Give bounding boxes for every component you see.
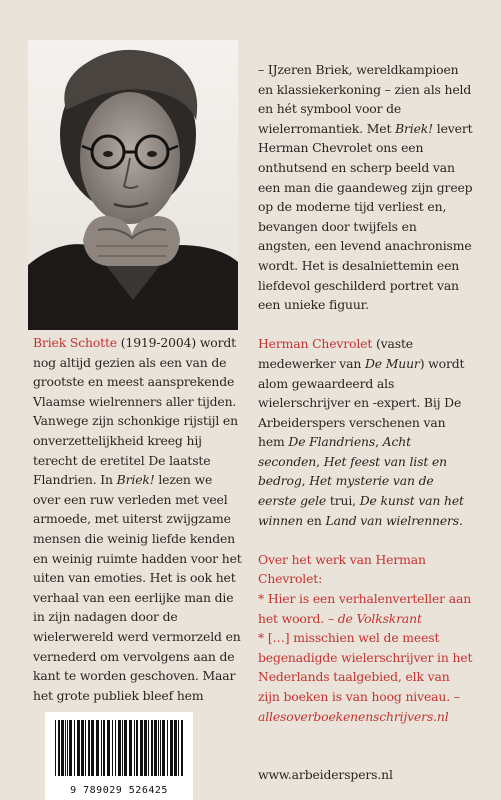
barcode-bar: [61, 720, 64, 776]
blurb-text-continued: lezen we over een ruw verleden met veel armoede, met uiterst zwijgzame mensen die weinig liefde kenden en weinig ruimte hadden voor het uiten van emoties. Het is ook het verhaal van een eerlijke man die in zijn nadagen door de wielerwereld werd vermorzeld en vernederd om vervolgens aan de kant te worden geschoven. Maar het grote publiek bleef hem: [33, 472, 242, 703]
review-1: * Hier is een verhalenverteller aan het woord. –: [258, 591, 472, 626]
blurb-text: – IJzeren Briek, wereldkampioen en klassiekerkoning – zien als held en hét symbool voor de wielerromantiek. Met: [258, 62, 472, 136]
author-photo: [28, 40, 238, 330]
book-title-4: Het mysterie van de eerste gele: [258, 473, 434, 509]
barcode-bar: [67, 720, 68, 776]
barcode-bar: [154, 720, 157, 776]
barcode-bar: [129, 720, 132, 776]
barcode-bar: [115, 720, 116, 776]
author-name: Herman Chevrolet: [258, 336, 373, 352]
barcode-bar: [101, 720, 102, 776]
right-column-text: [258, 60, 473, 785]
barcode-bar: [167, 720, 168, 776]
book-title: Briek!: [116, 472, 155, 488]
sentence-end: .: [459, 512, 463, 528]
book-title-4-end: trui: [326, 493, 353, 509]
reviews-heading: Over het werk van Herman Chevrolet:: [258, 551, 426, 587]
barcode-bar: [160, 720, 161, 776]
blurb-continuation: [258, 60, 473, 315]
barcode-bar: [162, 720, 165, 776]
blurb-text: (1919-2004) wordt nog altijd gezien als een van de grootste en meest aansprekende Vlaamse wielrenners aller tijden. Vanwege zijn schonkige rijstijl en onverzettelijkheid kreeg hij terecht de eretitel De laatste Flandrien. In: [33, 335, 238, 488]
barcode-bar: [151, 720, 153, 776]
barcode-bar: [181, 720, 183, 776]
reviews-block: [258, 550, 473, 726]
magazine-title: De Muur: [364, 355, 420, 371]
author-bio: [258, 334, 473, 530]
barcode-bar: [74, 720, 75, 776]
book-title-2: Acht seconden: [258, 434, 411, 469]
barcode-bar: [170, 720, 173, 776]
barcode-bar: [158, 720, 159, 776]
barcode-bar: [112, 720, 113, 776]
left-column-text: [33, 333, 243, 705]
isbn-number: 9 789029 526425: [70, 785, 168, 796]
barcode-bar: [103, 720, 105, 776]
separator: ,: [375, 434, 383, 450]
book-title: Briek!: [395, 120, 433, 136]
barcode-bar: [107, 720, 110, 776]
book-title-6: Land van wielrenners: [325, 512, 460, 528]
barcode-bar: [85, 720, 86, 776]
publisher-website: www.arbeiderspers.nl: [258, 767, 393, 783]
isbn-barcode: [45, 712, 193, 800]
barcode-bar: [174, 720, 177, 776]
barcode-bar: [178, 720, 179, 776]
book-title-1: De Flandriens: [288, 434, 376, 450]
bio-text-continued: ) wordt alom gewaardeerd als wielerschrijver en -expert. Bij De Arbeiderspers verschenen van hem: [258, 355, 465, 450]
barcode-bar: [144, 720, 147, 776]
book-title-3: Het feest van list en bedrog: [258, 453, 447, 489]
separator: ,: [301, 473, 310, 489]
review-2-source: allesoverboekenenschrijvers.nl: [258, 708, 449, 724]
barcode-bar: [96, 720, 99, 776]
barcode-bar: [122, 720, 123, 776]
bio-text: (vaste medewerker van: [258, 336, 413, 371]
barcode-bar: [69, 720, 72, 776]
barcode-bar: [124, 720, 127, 776]
separator: ,: [316, 453, 324, 469]
blurb-text-continued: levert Herman Chevrolet ons een onthutsend en scherp beeld van een man die gaandeweg zijn greep op de moderne tijd verliest en, bevangen door twijfels en angsten, een levend anachronisme wordt. Het is desalniettemin een liefdevol geschilderd portret van een unieke figuur.: [258, 120, 473, 313]
barcode-bar: [81, 720, 84, 776]
barcode-bar: [91, 720, 94, 776]
barcode-bar: [55, 720, 56, 776]
barcode-bar: [77, 720, 80, 776]
barcode-bar: [88, 720, 90, 776]
book-title-5: De kunst van het winnen: [258, 493, 464, 528]
separator: en: [302, 512, 326, 528]
barcode-bar: [65, 720, 66, 776]
barcode-bar: [140, 720, 143, 776]
barcode-bar: [148, 720, 149, 776]
review-2: * […] misschien wel de meest begenadigde wielerschrijver in het Nederlands taalgebied, elk van zijn boeken is van hoog niveau. –: [258, 630, 473, 704]
subject-name: Briek Schotte: [33, 335, 117, 350]
barcode-bar: [118, 720, 121, 776]
barcode-bar: [134, 720, 135, 776]
separator: ,: [352, 493, 360, 509]
review-1-source: de Volkskrant: [337, 610, 422, 626]
blurb-paragraph: [33, 333, 243, 705]
barcode-bar: [136, 720, 138, 776]
barcode-bar: [58, 720, 60, 776]
barcode-bars: [45, 712, 193, 784]
